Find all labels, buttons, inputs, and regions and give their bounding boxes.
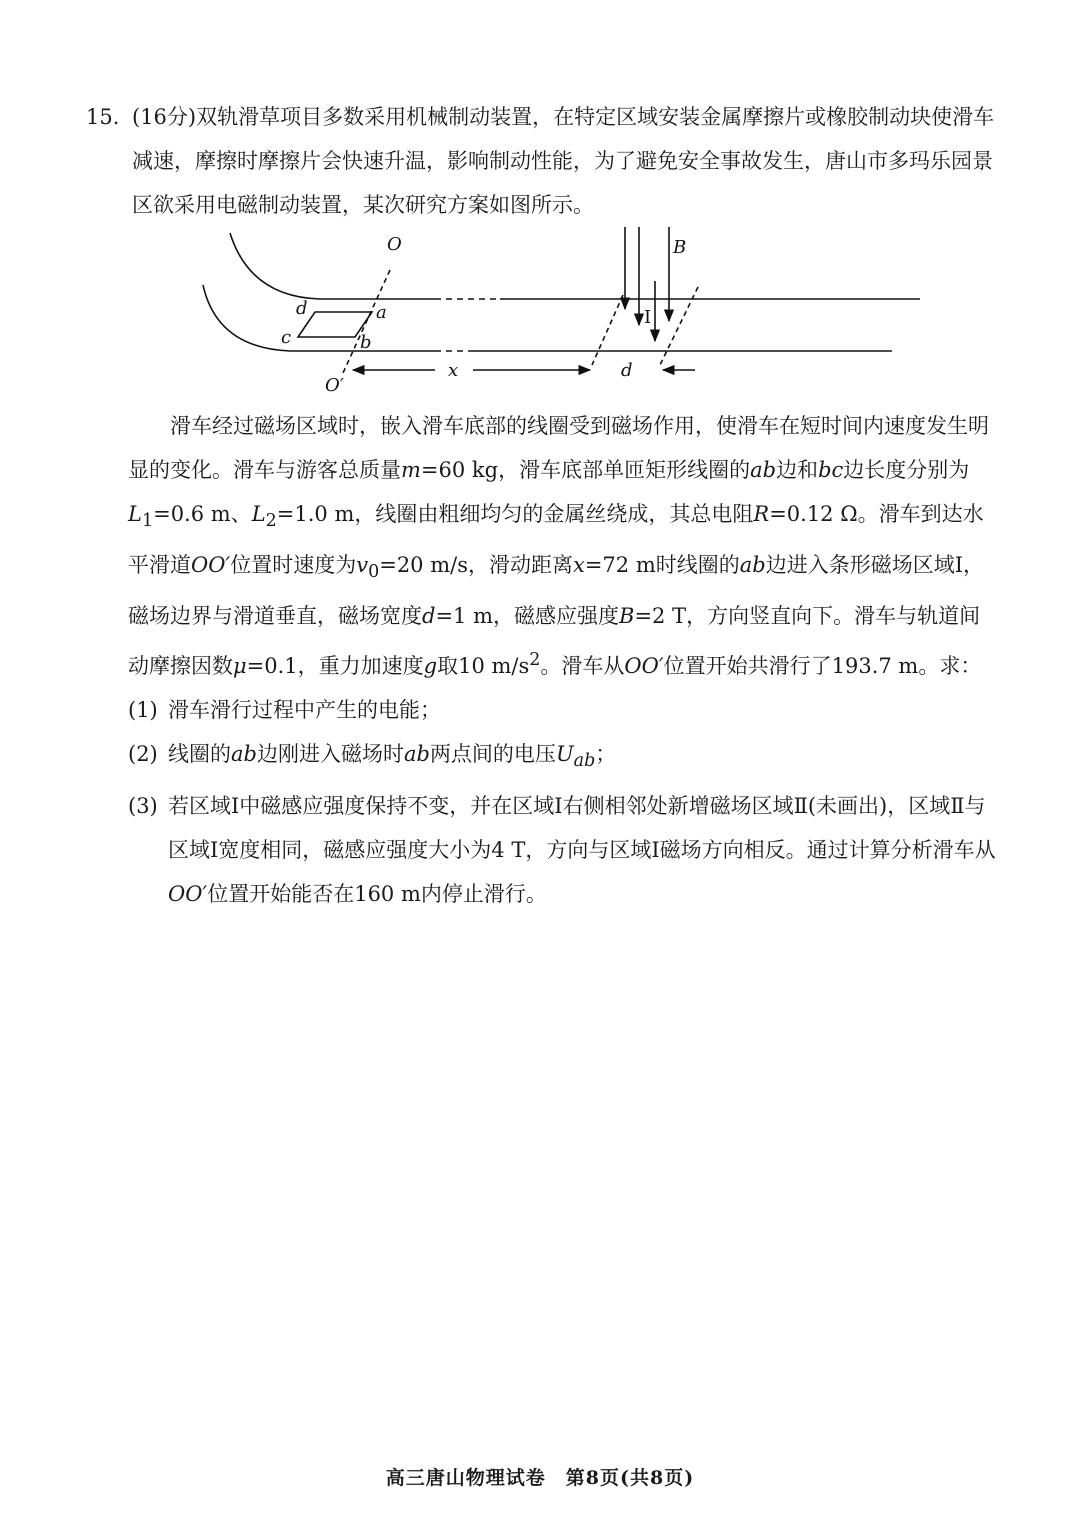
label-x: x (448, 360, 459, 381)
sub-question-label: (1) (128, 698, 158, 723)
body-text: 边和 (776, 458, 819, 482)
lower-rail-curve (203, 285, 435, 351)
subscript: 1 (141, 511, 154, 532)
body-text: =1.0 m，线圈由粗细均匀的金属丝绕成，其总电阻 (276, 502, 754, 526)
upper-rail-curve (230, 233, 435, 299)
sub-question-text: 若区域Ⅰ中磁感应强度保持不变，并在区域Ⅰ右侧相邻处新增磁场区域Ⅱ(未画出)，区域Ⅱ与区域Ⅰ宽度相同，磁感应强度大小为4 T，方向与区域Ⅰ磁场方向相反。通过计算分析滑车从 (168, 793, 996, 862)
body-text: 位置时速度为 (230, 553, 357, 578)
body-text: =72 m时线圈的 (584, 553, 740, 578)
track-diagram (195, 225, 930, 400)
sub-question-text: 滑车滑行过程中产生的电能； (168, 698, 441, 723)
body-text: =1 m，磁感应强度 (435, 604, 619, 629)
sub-question-2 (128, 732, 998, 783)
symbol-x: x (572, 553, 585, 578)
sub-question-label: (3) (128, 793, 158, 818)
label-O: O (387, 234, 402, 255)
symbol-L2: L (251, 502, 266, 526)
symbol-ab: ab (739, 553, 766, 578)
question-intro (132, 95, 998, 227)
symbol-OO-prime: OO′ (191, 553, 231, 578)
label-c: c (281, 327, 292, 348)
sub-question-text: 线圈的 (168, 742, 231, 767)
symbol-R: R (753, 502, 770, 526)
body-text: =0.12 Ω。滑车到达水平滑道 (128, 502, 984, 578)
body-text: =60 kg，滑车底部单匝矩形线圈的 (420, 458, 751, 482)
body-text: 位置开始共滑行了193.7 m。求： (663, 654, 982, 679)
symbol-B: B (619, 604, 635, 629)
label-d-width: d (621, 360, 633, 381)
label-b: b (360, 332, 372, 353)
subscript: ab (573, 751, 596, 772)
body-text: 边长度分别为 (843, 458, 970, 482)
symbol-bc: bc (818, 458, 844, 482)
symbol-L1: L (128, 502, 142, 526)
field-left-boundary (592, 295, 623, 365)
symbol-OO-prime: OO′ (168, 881, 208, 906)
label-a: a (376, 302, 387, 323)
sub-question-text: 位置开始能否在160 m内停止滑行。 (207, 881, 547, 906)
symbol-OO-prime: OO′ (624, 654, 664, 679)
symbol-mu: μ (233, 654, 247, 679)
sub-question-3 (128, 784, 998, 916)
symbol-U: U (555, 742, 574, 767)
symbol-m: m (401, 458, 421, 482)
body-text: 。滑车从 (540, 654, 625, 679)
page-footer: 高三唐山物理试卷 第8页(共8页) (385, 1467, 695, 1489)
sub-question-text: 两点间的电压 (429, 742, 556, 767)
question-body (128, 404, 998, 916)
symbol-v0: v (356, 553, 369, 578)
sub-question-1 (128, 688, 998, 732)
sub-question-text: 边刚进入磁场时 (256, 742, 404, 767)
body-text: =0.6 m、 (153, 502, 252, 526)
body-paragraph (128, 404, 998, 688)
symbol-g: g (423, 654, 438, 679)
sub-question-label: (2) (128, 742, 158, 767)
subscript: 2 (265, 511, 277, 532)
question-number: 15. (86, 105, 120, 129)
body-text: =2 T，方向竖直向下。滑车与轨道间动摩擦因数 (128, 604, 981, 679)
question-intro-text: 双轨滑草项目多数采用机械制动装置，在特定区域安装金属摩擦片或橡胶制动块使滑车减速，摩擦时摩擦片会快速升温，影响制动性能，为了避免安全事故发生，唐山市多玛乐园景区欲采用电磁制动装置，某次研究方案如图所示。 (132, 105, 995, 217)
sub-question-text: ； (595, 742, 617, 767)
body-text: 取10 m/s (437, 654, 530, 679)
symbol-ab: ab (750, 458, 777, 482)
label-B: B (673, 237, 687, 258)
body-text: 滑车经过磁场区域时，嵌入滑车底部的线圈受到磁场作用，使滑车在短时间内速度发生明显的变化。滑车与游客总质量 (128, 414, 989, 482)
symbol-d: d (422, 604, 436, 629)
superscript: 2 (529, 650, 541, 671)
body-text: =0.1，重力加速度 (246, 654, 424, 679)
body-text: 边进入条形磁场区域Ⅰ，磁场边界与滑道垂直，磁场宽度 (128, 553, 984, 629)
body-text: =20 m/s，滑动距离 (379, 553, 573, 578)
label-region-I: I (644, 307, 652, 328)
symbol-ab: ab (231, 742, 257, 767)
subscript: 0 (368, 562, 380, 583)
symbol-ab: ab (403, 742, 430, 767)
label-O-prime: O′ (325, 375, 344, 396)
question-points: (16分) (132, 105, 197, 129)
label-d-corner: d (296, 298, 308, 319)
